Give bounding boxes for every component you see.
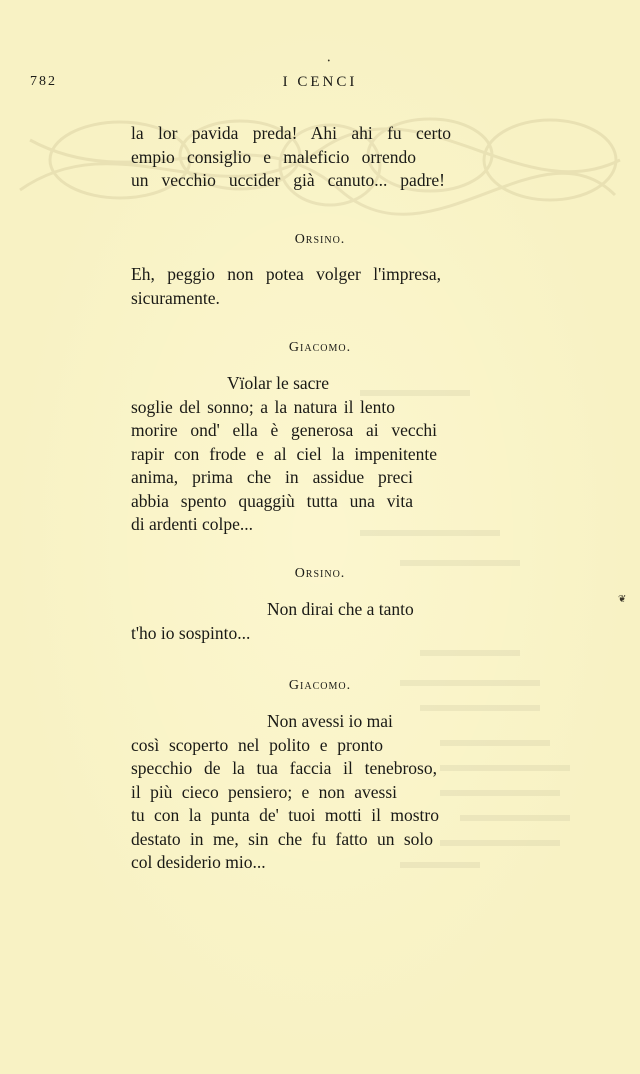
verse-line: la lor pavida preda! Ahi ahi fu certo	[131, 123, 451, 143]
verse-line: t'ho io sospinto...	[131, 622, 251, 643]
stray-dot-icon: •	[327, 58, 331, 65]
verse-line: Eh, peggio non potea volger l'impresa,	[131, 264, 441, 284]
verse-line: Vïolar le sacre	[227, 373, 330, 393]
speaker-heading-orsino-2: Orsino.	[294, 566, 346, 581]
running-title: I CENCI	[282, 74, 358, 90]
verse-line: destato in me, sin che fu fatto un solo	[131, 828, 433, 849]
verse-line: rapir con frode e al ciel la impenitente	[131, 443, 437, 464]
speaker-heading-orsino-1: Orsino.	[294, 232, 346, 247]
verse-block-1	[131, 122, 451, 193]
verse-line: specchio de la tua faccia il tenebroso,	[131, 758, 437, 778]
stray-mark-icon: ❦	[618, 594, 627, 605]
speaker-heading-giacomo-2: Giacomo.	[288, 678, 352, 693]
verse-line: soglie del sonno; a la natura il lento	[131, 396, 395, 417]
verse-line: Non avessi io mai	[267, 711, 393, 731]
verse-block-5	[131, 710, 451, 875]
verse-line: morire ond' ella è generosa ai vecchi	[131, 420, 437, 440]
verse-block-2	[131, 263, 451, 310]
running-header	[0, 74, 640, 94]
verse-line: così scoperto nel polito e pronto	[131, 734, 383, 755]
verse-line: tu con la punta de' tuoi motti il mostro	[131, 805, 439, 825]
speaker-heading-giacomo-1: Giacomo.	[288, 340, 352, 355]
verse-line: Non dirai che a tanto	[267, 599, 414, 619]
verse-line: sicuramente.	[131, 287, 220, 308]
verse-line: un vecchio uccider già canuto... padre!	[131, 170, 445, 190]
verse-line: abbia spento quaggiù tutta una vita	[131, 490, 413, 511]
verse-line: anima, prima che in assidue preci	[131, 467, 413, 487]
verse-line: empio consiglio e maleficio orrendo	[131, 146, 416, 167]
verse-block-3	[131, 372, 451, 537]
page-number: 782	[30, 74, 57, 89]
verse-block-4	[131, 598, 451, 645]
verse-line: col desiderio mio...	[131, 852, 266, 872]
verse-line: di ardenti colpe...	[131, 514, 253, 534]
verse-line: il più cieco pensiero; e non avessi	[131, 781, 397, 802]
